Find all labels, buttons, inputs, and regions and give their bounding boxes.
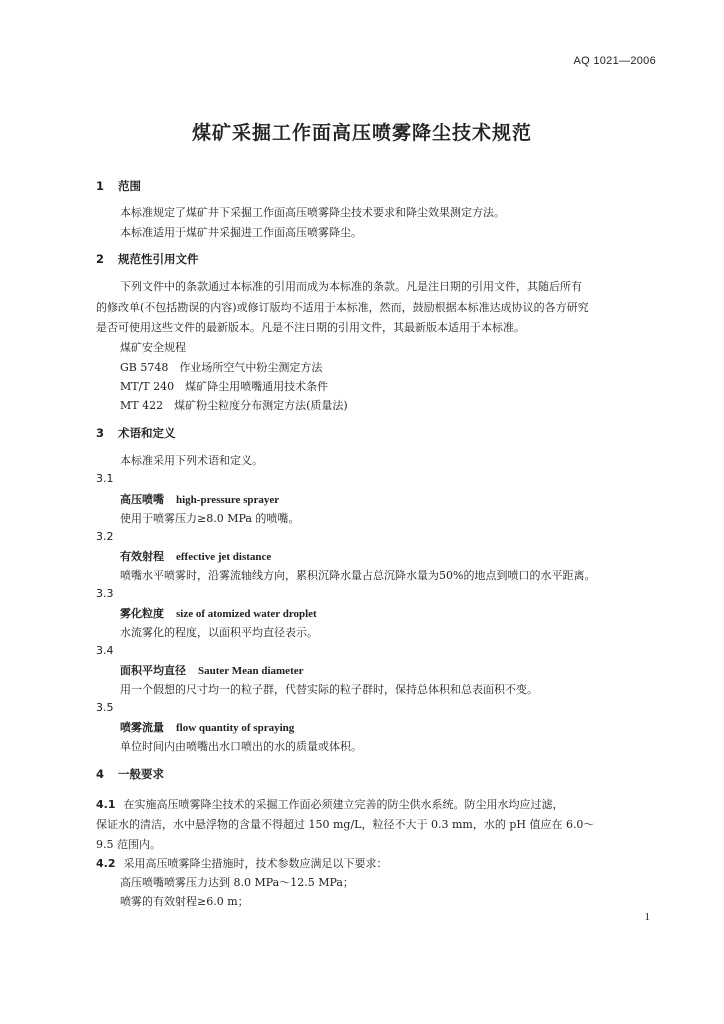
reference-item: MT 422 煤矿粉尘粒度分布测定方法(质量法) xyxy=(120,399,348,412)
clause-4-2-line xyxy=(96,855,388,871)
clause-number: 4.1 xyxy=(96,798,116,811)
term-name xyxy=(120,719,294,735)
text-line: 9.5 范围内。 xyxy=(96,838,161,851)
term-definition: 喷嘴水平喷雾时，沿雾流轴线方向，累积沉降水量占总沉降水量为50%的地点到喷口的水平距离。 xyxy=(120,569,596,582)
term-en: size of atomized water droplet xyxy=(176,608,317,620)
term-definition: 使用于喷雾压力≥8.0 MPa 的喷嘴。 xyxy=(120,512,300,525)
reference-item: MT/T 240 煤矿降尘用喷嘴通用技术条件 xyxy=(120,380,329,393)
clause-text: 在实施高压喷雾降尘技术的采掘工作面必须建立完善的防尘供水系统。防尘用水均应过滤， xyxy=(123,798,564,811)
term-name xyxy=(120,491,279,507)
term-zh: 高压喷嘴 xyxy=(120,493,164,506)
term-number: 3.3 xyxy=(96,587,114,600)
section-number: 2 xyxy=(96,252,105,266)
section-2-heading xyxy=(96,251,199,267)
text-line: 下列文件中的条款通过本标准的引用而成为本标准的条款。凡是注日期的引用文件，其随后所有 xyxy=(120,280,582,293)
page-number: 1 xyxy=(644,911,650,923)
term-definition: 单位时间内由喷嘴出水口喷出的水的质量或体积。 xyxy=(120,740,362,753)
text-line: 本标准适用于煤矿井采掘进工作面高压喷雾降尘。 xyxy=(120,226,362,239)
text-line: 本标准规定了煤矿井下采掘工作面高压喷雾降尘技术要求和降尘效果测定方法。 xyxy=(120,206,505,219)
reference-item: GB 5748 作业场所空气中粉尘测定方法 xyxy=(120,361,323,374)
section-title: 术语和定义 xyxy=(118,426,176,440)
term-en: Sauter Mean diameter xyxy=(198,665,304,677)
section-3-heading xyxy=(96,425,176,441)
term-definition: 水流雾化的程度，以面积平均直径表示。 xyxy=(120,626,318,639)
text-line: 的修改单(不包括勘误的内容)或修订版均不适用于本标准，然而，鼓励根据本标准达成协议的各方研究 xyxy=(96,301,589,314)
term-zh: 喷雾流量 xyxy=(120,721,164,734)
term-name xyxy=(120,548,271,564)
standard-code: AQ 1021—2006 xyxy=(573,55,656,67)
term-number: 3.2 xyxy=(96,530,114,543)
page-title: 煤矿采掘工作面高压喷雾降尘技术规范 xyxy=(191,122,532,144)
section-number: 3 xyxy=(96,426,105,440)
term-number: 3.1 xyxy=(96,472,114,485)
section-4-heading xyxy=(96,766,164,782)
section-1-heading xyxy=(96,178,141,194)
text-line: 喷雾的有效射程≥6.0 m； xyxy=(120,895,249,908)
section-number: 4 xyxy=(96,767,105,781)
term-zh: 有效射程 xyxy=(120,550,164,563)
text-line: 保证水的清洁，水中悬浮物的含量不得超过 150 mg/L，粒径不大于 0.3 mm，水的 pH 值应在 6.0～ xyxy=(96,818,595,831)
term-en: flow quantity of spraying xyxy=(176,722,295,734)
term-definition: 用一个假想的尺寸均一的粒子群，代替实际的粒子群时，保持总体积和总表面积不变。 xyxy=(120,683,538,696)
text-line: 本标准采用下列术语和定义。 xyxy=(120,454,263,467)
term-name xyxy=(120,605,317,621)
text-line: 是否可使用这些文件的最新版本。凡是不注日期的引用文件，其最新版本适用于本标准。 xyxy=(96,321,525,334)
section-title: 一般要求 xyxy=(118,767,164,781)
term-zh: 雾化粒度 xyxy=(120,607,164,620)
term-en: effective jet distance xyxy=(176,551,272,563)
term-name xyxy=(120,662,304,678)
section-title: 规范性引用文件 xyxy=(118,252,199,266)
section-number: 1 xyxy=(96,179,105,193)
term-zh: 面积平均直径 xyxy=(120,664,186,677)
clause-4-1-line xyxy=(96,796,564,812)
clause-text: 采用高压喷雾降尘措施时，技术参数应满足以下要求： xyxy=(123,857,388,870)
term-number: 3.4 xyxy=(96,644,114,657)
term-number: 3.5 xyxy=(96,701,114,714)
reference-item: 煤矿安全规程 xyxy=(120,341,186,354)
text-line: 高压喷嘴喷雾压力达到 8.0 MPa～12.5 MPa； xyxy=(120,876,354,889)
term-en: high-pressure sprayer xyxy=(176,494,280,506)
clause-number: 4.2 xyxy=(96,857,116,870)
section-title: 范围 xyxy=(118,179,141,193)
